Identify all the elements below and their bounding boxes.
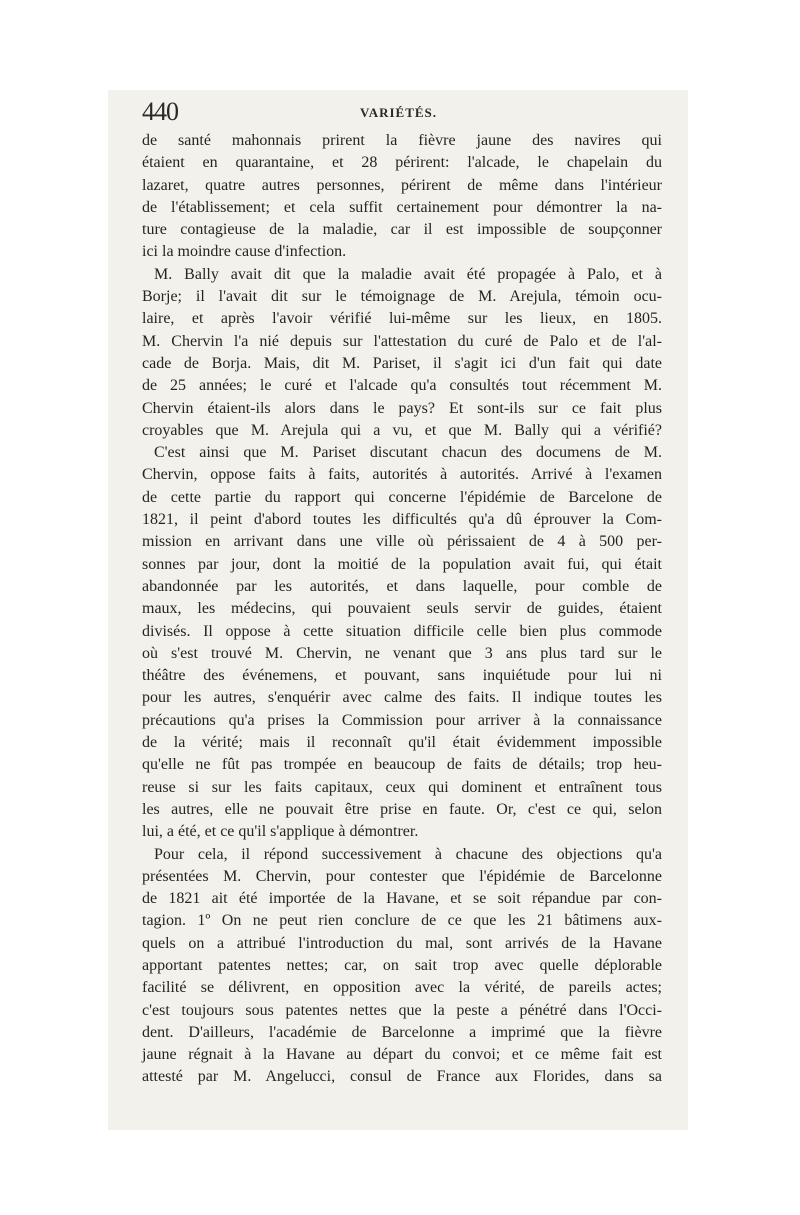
text-line: qu'elle ne fût pas trompée en beaucoup de faits de détails; trop heu-	[142, 756, 662, 774]
page-number: 440	[142, 97, 178, 126]
text-line: tagion. 1º On ne peut rien conclure de ce que les 21 bâtimens aux-	[142, 912, 662, 930]
body-text	[142, 130, 662, 1089]
text-line: apportant patentes nettes; car, on sait trop avec quelle déplorable	[142, 956, 662, 974]
text-line: de la vérité; mais il reconnaît qu'il était évidemment impossible	[142, 734, 662, 752]
text-line: M. Chervin l'a nié depuis sur l'attestation du curé de Palo et de l'al-	[142, 332, 662, 350]
text-line: abandonnée par les autorités, et dans laquelle, pour comble de	[142, 577, 662, 595]
text-line: maux, les médecins, qui pouvaient seuls servir de guides, étaient	[142, 600, 662, 618]
text-line: reuse si sur les faits capitaux, ceux qui dominent et entraînent tous	[142, 778, 662, 796]
text-line: facilité se délivrent, en opposition avec la vérité, de pareils actes;	[142, 979, 662, 997]
text-line: lui, a été, et ce qu'il s'applique à démontrer.	[142, 823, 419, 841]
text-line: cade de Borja. Mais, dit M. Pariset, il s'agit ici d'un fait qui date	[142, 354, 662, 372]
text-line: laire, et après l'avoir vérifié lui-même sur les lieux, en 1805.	[142, 310, 662, 328]
text-line: pour les autres, s'enquérir avec calme des faits. Il indique toutes les	[142, 689, 662, 707]
text-line: dent. D'ailleurs, l'académie de Barcelonne a imprimé que la fièvre	[142, 1023, 662, 1041]
text-line: Chervin, oppose faits à faits, autorités à autorités. Arrivé à l'examen	[142, 466, 662, 484]
text-line: de 25 années; le curé et l'alcade qu'a consultés tout récemment M.	[142, 377, 662, 395]
running-title: VARIÉTÉS.	[360, 105, 438, 120]
text-line: de 1821 ait été importée de la Havane, et se soit répandue par con-	[142, 890, 662, 908]
text-line: sonnes par jour, dont la moitié de la population avait fui, qui était	[142, 555, 662, 573]
text-line: Borje; il l'avait dit sur le témoignage de M. Arejula, témoin ocu-	[142, 288, 662, 306]
text-line: les autres, elle ne pouvait être prise en faute. Or, c'est ce qui, selon	[142, 800, 662, 818]
text-line: lazaret, quatre autres personnes, périrent de même dans l'intérieur	[142, 176, 662, 194]
text-line: jaune régnait à la Havane au départ du convoi; et ce même fait est	[142, 1046, 662, 1064]
text-line: présentées M. Chervin, pour contester que l'épidémie de Barcelonne	[142, 867, 662, 885]
text-line: attesté par M. Angelucci, consul de France aux Florides, dans sa	[142, 1068, 662, 1086]
text-line: théâtre des événemens, et pouvant, sans inquiétude pour lui ni	[142, 667, 662, 685]
text-line: de cette partie du rapport qui concerne l'épidémie de Barcelone de	[142, 488, 662, 506]
text-line: Chervin étaient-ils alors dans le pays? Et sont-ils sur ce fait plus	[142, 399, 662, 417]
text-line: 1821, il peint d'abord toutes les difficultés qu'a dû éprouver la Com-	[142, 511, 662, 529]
text-line: quels on a attribué l'introduction du mal, sont arrivés de la Havane	[142, 934, 662, 952]
text-line: c'est toujours sous patentes nettes que la peste a pénétré dans l'Occi-	[142, 1001, 662, 1019]
text-line: croyables que M. Arejula qui a vu, et que M. Bally qui a vérifié?	[142, 421, 662, 439]
text-line: de santé mahonnais prirent la fièvre jaune des navires qui	[142, 132, 662, 149]
text-line: C'est ainsi que M. Pariset discutant chacun des documens de M.	[154, 444, 662, 462]
text-line: ici la moindre cause d'infection.	[142, 243, 347, 261]
text-line: M. Bally avait dit que la maladie avait été propagée à Palo, et à	[154, 265, 662, 283]
text-line: où s'est trouvé M. Chervin, ne venant que 3 ans plus tard sur le	[142, 644, 662, 662]
page-header	[142, 98, 662, 126]
text-line: Pour cela, il répond successivement à chacune des objections qu'a	[154, 845, 662, 863]
text-line: étaient en quarantaine, et 28 périrent: l'alcade, le chapelain du	[142, 154, 662, 172]
text-line: mission en arrivant dans une ville où périssaient de 4 à 500 per-	[142, 533, 662, 551]
text-line: ture contagieuse de la maladie, car il est impossible de soupçonner	[142, 221, 662, 239]
text-line: divisés. Il oppose à cette situation difficile celle bien plus commode	[142, 622, 662, 640]
text-line: de l'établissement; et cela suffit certainement pour démontrer la na-	[142, 198, 662, 216]
text-line: précautions qu'a prises la Commission pour arriver à la connaissance	[142, 711, 662, 729]
